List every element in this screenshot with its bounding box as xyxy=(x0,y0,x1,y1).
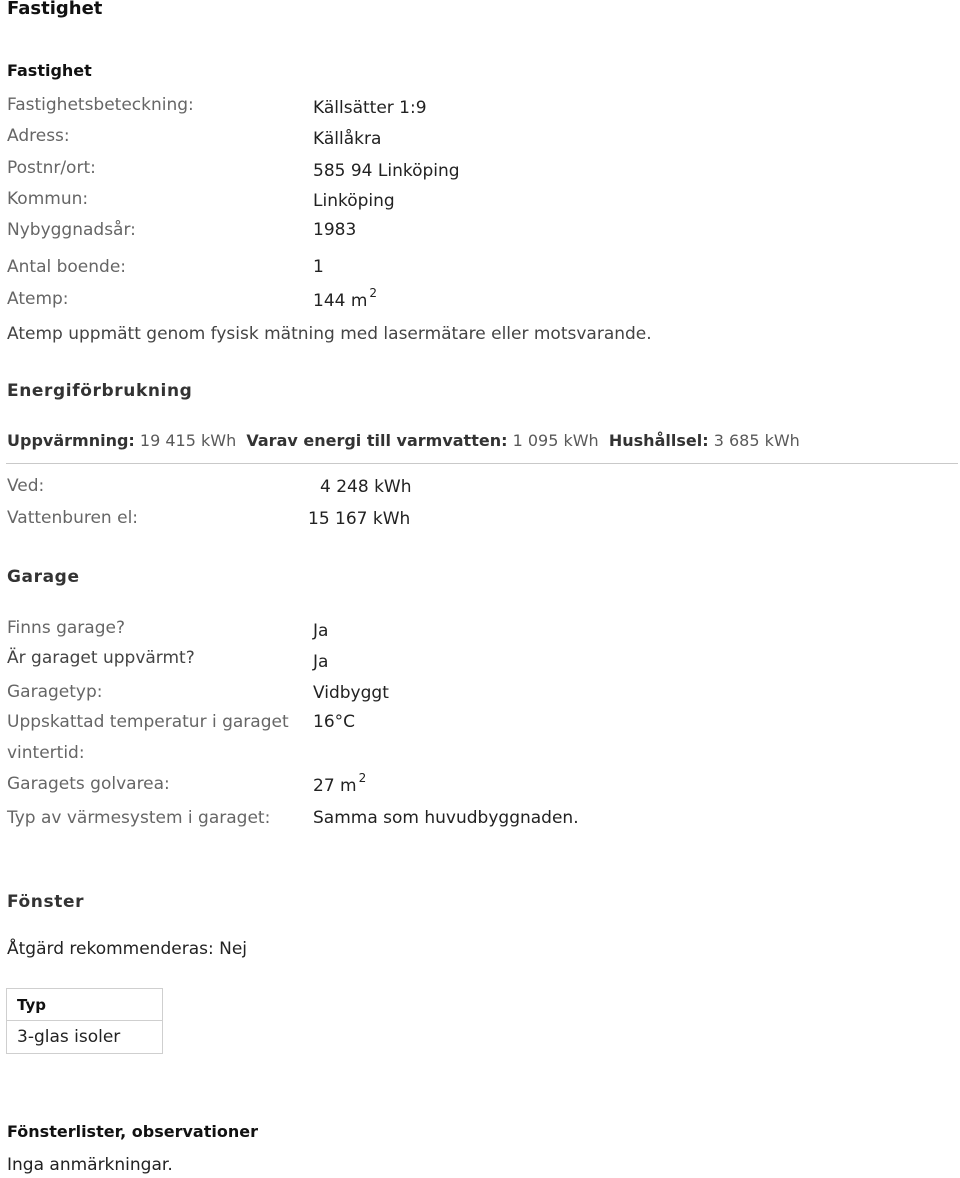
postnr-label: Postnr/ort: xyxy=(7,158,96,178)
atemp-superscript: 2 xyxy=(369,286,378,300)
vattenburen-el-label: Vattenburen el: xyxy=(7,508,139,528)
postnr-value: 585 94 Linköping xyxy=(313,161,460,181)
adress-value: Källåkra xyxy=(313,129,382,149)
garage-temperatur-label: Uppskattad temperatur i garaget xyxy=(7,712,289,732)
golvarea-number: 27 m xyxy=(313,776,357,796)
table-row xyxy=(7,1021,163,1054)
table-cell-typ: 3-glas isoler xyxy=(7,1021,163,1054)
antal-boende-label: Antal boende: xyxy=(7,257,127,277)
varmvatten-label: Varav energi till varmvatten: xyxy=(246,431,508,450)
energi-heading: Energiförbrukning xyxy=(7,381,193,401)
nybyggnadsar-value: 1983 xyxy=(313,220,357,240)
garagetyp-label: Garagetyp: xyxy=(7,682,103,702)
ved-label: Ved: xyxy=(7,476,45,496)
garagetyp-value: Vidbyggt xyxy=(313,683,389,703)
vattenburen-el-value: 15 167 kWh xyxy=(308,509,411,529)
varmvatten-value: 1 095 kWh xyxy=(512,431,599,450)
atemp-label: Atemp: xyxy=(7,289,69,309)
adress-label: Adress: xyxy=(7,126,70,146)
energi-divider xyxy=(6,463,958,464)
fastighet-heading: Fastighet xyxy=(7,61,92,80)
garage-golvarea-label: Garagets golvarea: xyxy=(7,774,170,794)
fonster-table xyxy=(6,988,163,1054)
atemp-note: Atemp uppmätt genom fysisk mätning med lasermätare eller motsvarande. xyxy=(7,324,652,344)
finns-garage-value: Ja xyxy=(313,621,329,641)
garage-uppvarmt-label: Är garaget uppvärmt? xyxy=(7,648,195,668)
uppvarmning-value: 19 415 kWh xyxy=(139,431,237,450)
finns-garage-label: Finns garage? xyxy=(7,618,125,638)
ved-value: 4 248 kWh xyxy=(320,477,412,497)
fastighetsbeteckning-value: Källsätter 1:9 xyxy=(313,98,427,118)
garage-temperatur-label-cont: vintertid: xyxy=(7,743,85,763)
hushallsel-value: 3 685 kWh xyxy=(713,431,800,450)
antal-boende-value: 1 xyxy=(313,257,324,277)
fonster-heading: Fönster xyxy=(7,892,85,912)
fonsterlister-heading: Fönsterlister, observationer xyxy=(7,1122,258,1141)
fonsterlister-text: Inga anmärkningar. xyxy=(7,1155,173,1175)
hushallsel-label: Hushållsel: xyxy=(608,431,709,450)
table-header-row xyxy=(7,989,163,1021)
table-header-typ: Typ xyxy=(7,989,163,1021)
golvarea-superscript: 2 xyxy=(358,771,367,785)
varmesystem-value: Samma som huvudbyggnaden. xyxy=(313,808,579,828)
garage-uppvarmt-value: Ja xyxy=(313,652,329,672)
kommun-value: Linköping xyxy=(313,191,395,211)
nybyggnadsar-label: Nybyggnadsår: xyxy=(7,220,136,240)
garage-temperatur-value: 16°C xyxy=(313,712,356,732)
atemp-value xyxy=(313,286,378,311)
atemp-number: 144 m xyxy=(313,291,368,311)
varmesystem-label: Typ av värmesystem i garaget: xyxy=(7,808,271,828)
fastighetsbeteckning-label: Fastighetsbeteckning: xyxy=(7,95,194,115)
atgard-text: Åtgärd rekommenderas: Nej xyxy=(7,939,248,959)
garage-heading: Garage xyxy=(7,567,80,587)
uppvarmning-label: Uppvärmning: xyxy=(7,431,135,450)
garage-golvarea-value xyxy=(313,771,367,796)
energi-summary xyxy=(7,431,800,450)
page-title: Fastighet xyxy=(7,0,103,19)
kommun-label: Kommun: xyxy=(7,189,89,209)
